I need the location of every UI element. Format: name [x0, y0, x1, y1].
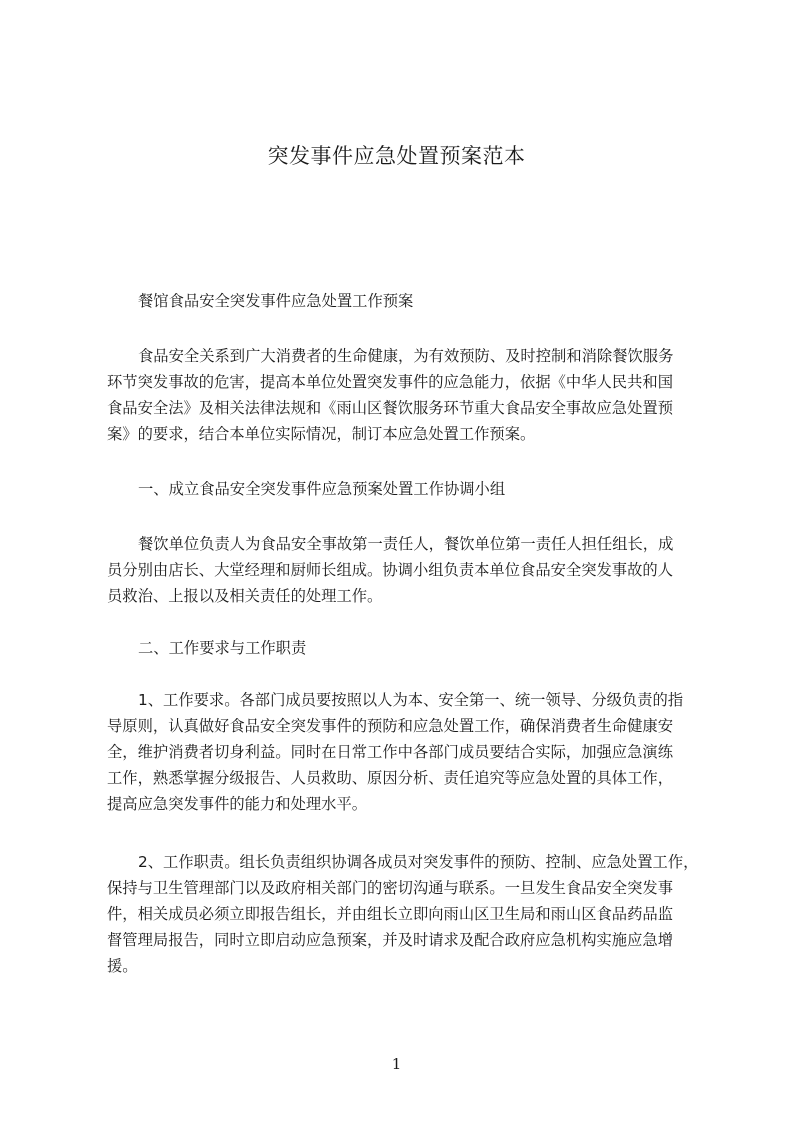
paragraph-line: 督管理局报告，同时立即启动应急预案，并及时请求及配合政府应急机构实施应急增	[107, 931, 673, 949]
paragraph-line: 1、工作要求。各部门成员要按照以人为本、安全第一、统一领导、分级负责的指	[138, 691, 684, 709]
section-1-heading: 一、成立食品安全突发事件应急预案处置工作协调小组	[138, 480, 506, 498]
document-subtitle: 餐馆食品安全突发事件应急处置工作预案	[138, 292, 414, 310]
paragraph-line: 全，维护消费者切身利益。同时在日常工作中各部门成员要结合实际，加强应急演练	[107, 743, 673, 761]
page-title: 突发事件应急处置预案范本	[267, 144, 526, 168]
paragraph-line: 导原则，认真做好食品安全突发事件的预防和应急处置工作，确保消费者生命健康安	[107, 717, 673, 735]
paragraph-line: 餐饮单位负责人为食品安全事故第一责任人，餐饮单位第一责任人担任组长，成	[138, 535, 674, 553]
paragraph-line: 员分别由店长、大堂经理和厨师长组成。协调小组负责本单位食品安全突发事故的人	[107, 561, 673, 579]
paragraph-line: 2、工作职责。组长负责组织协调各成员对突发事件的预防、控制、应急处置工作，	[138, 853, 699, 871]
section-2-heading: 二、工作要求与工作职责	[138, 639, 307, 657]
page-number: 1	[391, 1055, 402, 1073]
paragraph-line: 环节突发事故的危害，提高本单位处置突发事件的应急能力，依据《中华人民共和国	[107, 373, 673, 391]
paragraph-line: 案》的要求，结合本单位实际情况，制订本应急处置工作预案。	[107, 425, 536, 443]
paragraph-line: 员救治、上报以及相关责任的处理工作。	[107, 587, 383, 605]
paragraph-line: 食品安全法》及相关法律法规和《雨山区餐饮服务环节重大食品安全事故应急处置预	[107, 399, 673, 417]
paragraph-line: 提高应急突发事件的能力和处理水平。	[107, 795, 368, 813]
paragraph-line: 件，相关成员必须立即报告组长，并由组长立即向雨山区卫生局和雨山区食品药品监	[107, 905, 673, 923]
paragraph-line: 保持与卫生管理部门以及政府相关部门的密切沟通与联系。一旦发生食品安全突发事	[107, 879, 673, 897]
paragraph-line: 工作，熟悉掌握分级报告、人员救助、原因分析、责任追究等应急处置的具体工作，	[107, 769, 673, 787]
paragraph-line: 援。	[107, 957, 138, 975]
paragraph-line: 食品安全关系到广大消费者的生命健康，为有效预防、及时控制和消除餐饮服务	[138, 347, 674, 365]
